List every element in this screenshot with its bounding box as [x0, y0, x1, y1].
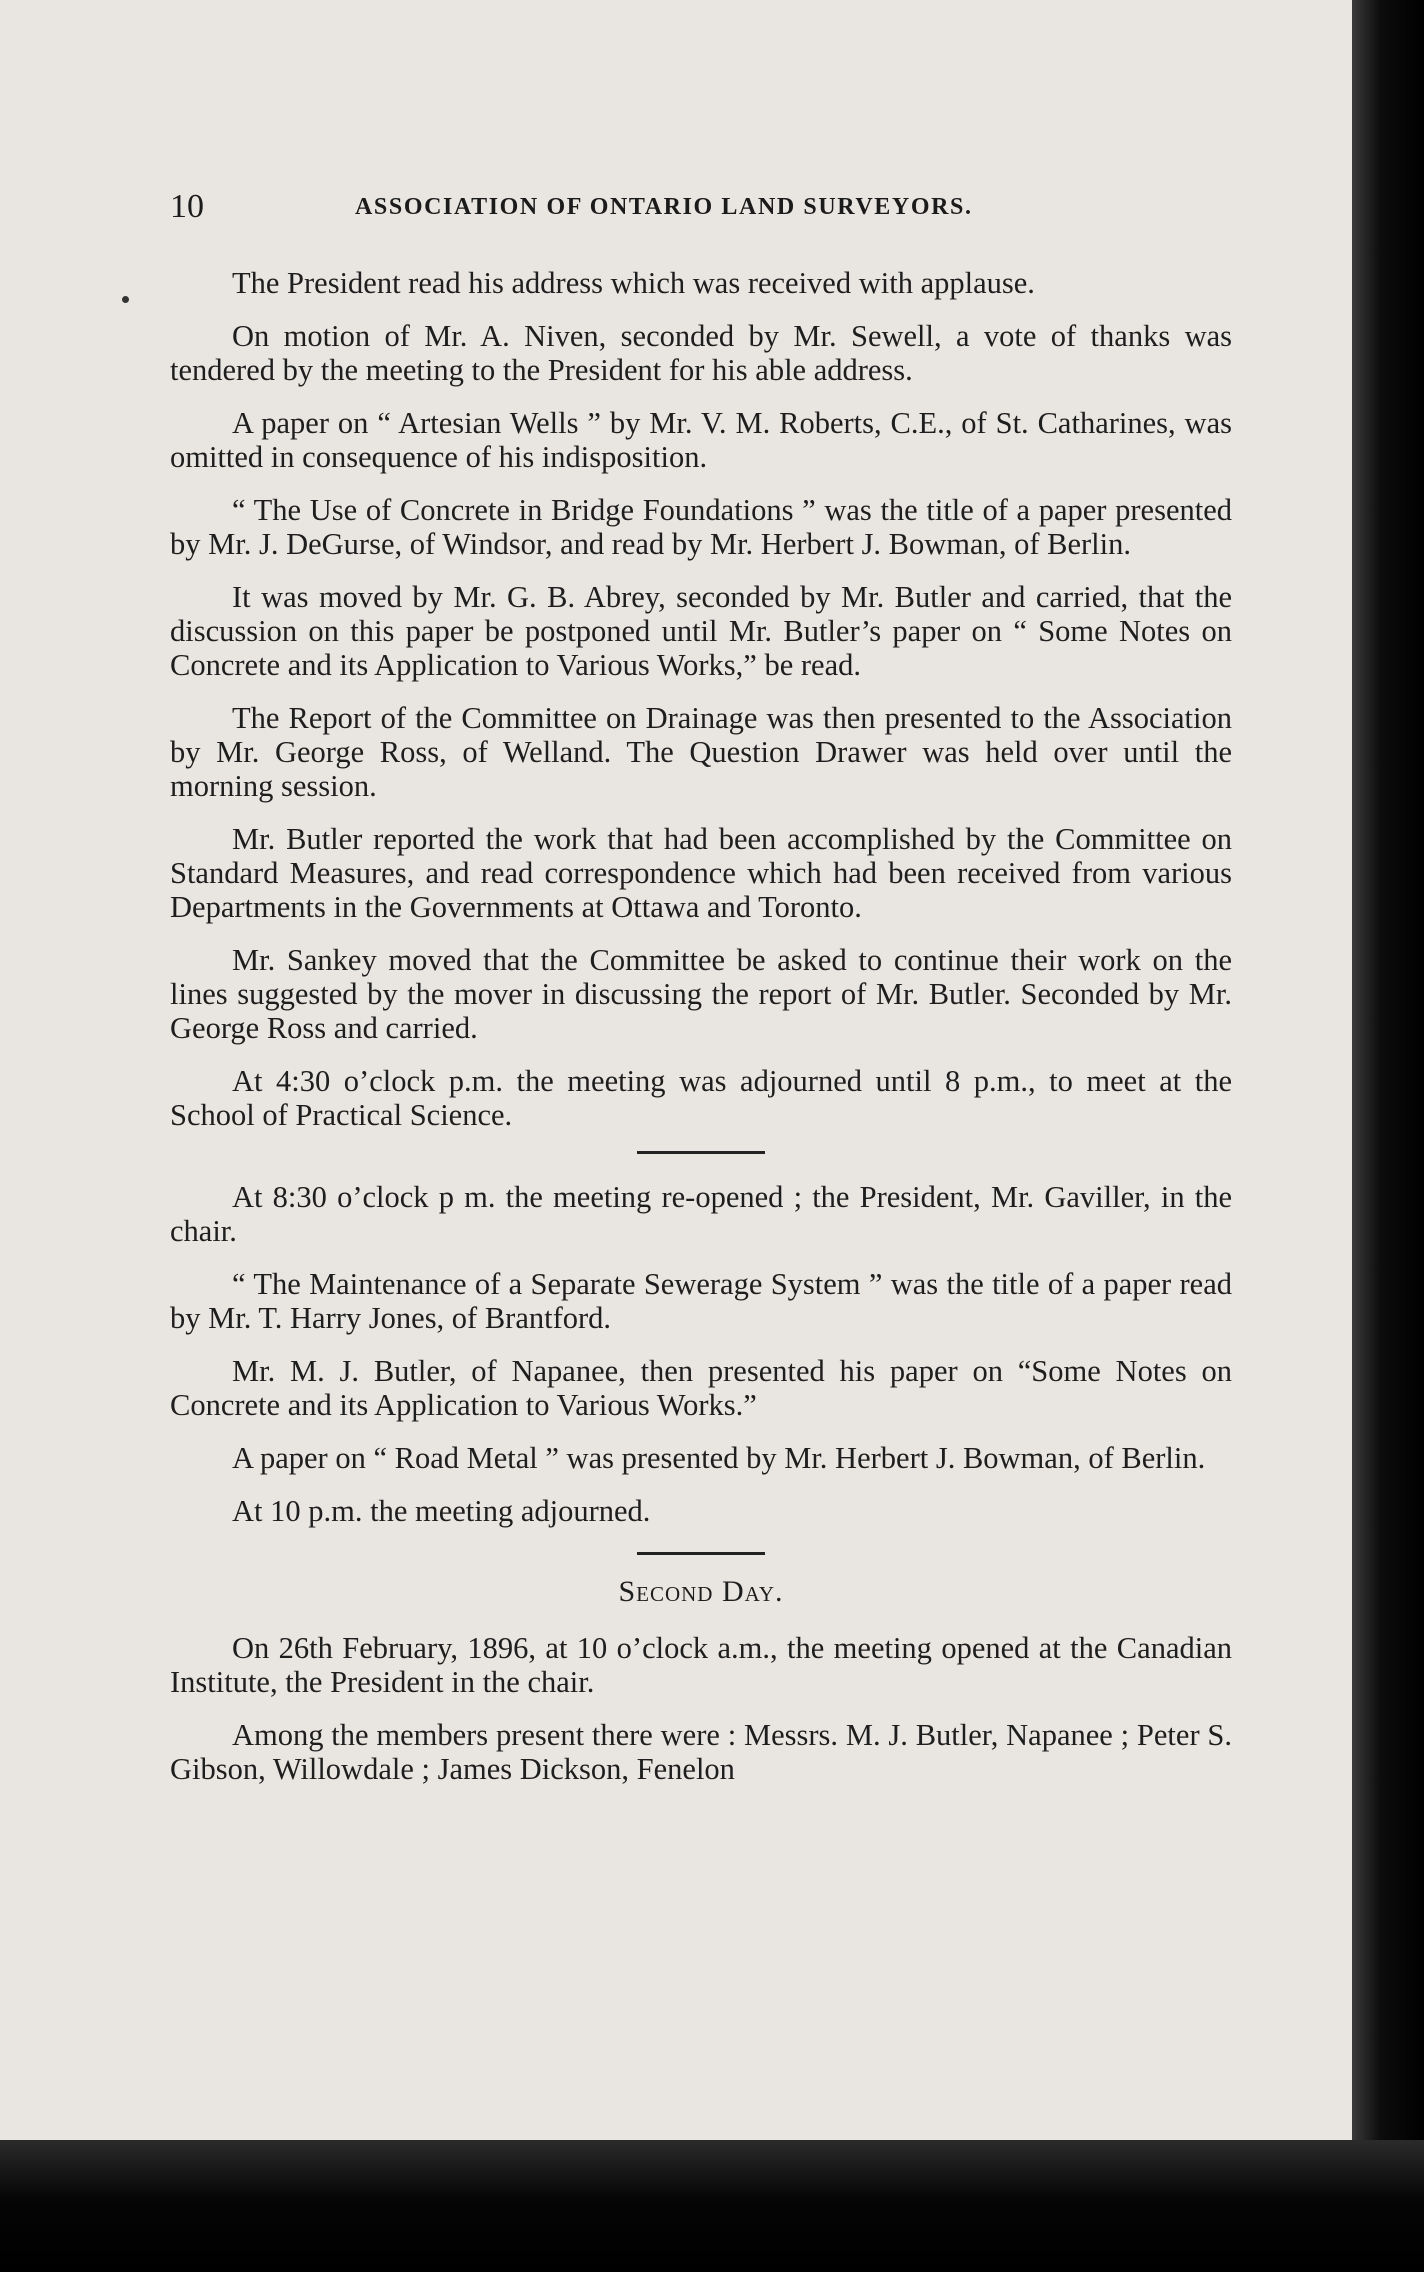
page-edge-shadow-right	[1352, 0, 1424, 2272]
ink-speck	[122, 296, 129, 303]
paragraph: A paper on “ Artesian Wells ” by Mr. V. M. Roberts, C.E., of St. Catharines, was omitted in consequence of his indisposition.	[170, 406, 1232, 474]
paragraph: At 10 p.m. the meeting adjourned.	[232, 1494, 651, 1528]
page-number: 10	[170, 188, 204, 225]
paragraph: Mr. Sankey moved that the Committee be asked to continue their work on the lines suggested by the mover in discussing the report of Mr. Butler. Seconded by Mr. George Ross and carried.	[170, 943, 1232, 1045]
page-edge-shadow-bottom	[0, 2140, 1424, 2272]
section-divider	[637, 1552, 765, 1555]
paragraph: On motion of Mr. A. Niven, seconded by Mr. Sewell, a vote of thanks was tendered by the meeting to the President for his able address.	[170, 319, 1232, 387]
paragraph: Among the members present there were : Messrs. M. J. Butler, Napanee ; Peter S. Gibson, Willowdale ; James Dickson, Fenelon	[170, 1718, 1232, 1786]
paragraph: A paper on “ Road Metal ” was presented by Mr. Herbert J. Bowman, of Berlin.	[232, 1441, 1206, 1475]
paragraph: At 8:30 o’clock p m. the meeting re-opened ; the President, Mr. Gaviller, in the chair.	[170, 1180, 1232, 1248]
paragraph: The President read his address which was received with applause.	[232, 266, 1035, 300]
page-header	[170, 188, 1230, 232]
paragraph: Mr. M. J. Butler, of Napanee, then presented his paper on “Some Notes on Concrete and its Application to Various Works.”	[170, 1354, 1232, 1422]
paragraph: On 26th February, 1896, at 10 o’clock a.m., the meeting opened at the Canadian Institute, the President in the chair.	[170, 1631, 1232, 1699]
paragraph: It was moved by Mr. G. B. Abrey, seconded by Mr. Butler and carried, that the discussion on this paper be postponed until Mr. Butler’s paper on “ Some Notes on Concrete and its Application to Various Works,” be read.	[170, 580, 1232, 682]
running-head: ASSOCIATION OF ONTARIO LAND SURVEYORS.	[355, 194, 973, 220]
paragraph: “ The Use of Concrete in Bridge Foundations ” was the title of a paper presented by Mr. J. DeGurse, of Windsor, and read by Mr. Herbert J. Bowman, of Berlin.	[170, 493, 1232, 561]
paragraph: At 4:30 o’clock p.m. the meeting was adjourned until 8 p.m., to meet at the School of Practical Science.	[170, 1064, 1232, 1132]
paragraph: Mr. Butler reported the work that had been accomplished by the Committee on Standard Measures, and read correspondence which had been received from various Departments in the Governments at Ottawa and Toronto.	[170, 822, 1232, 924]
section-heading: Second Day.	[618, 1575, 784, 1608]
body-text	[170, 266, 1232, 1805]
section-divider	[637, 1151, 765, 1154]
paragraph: “ The Maintenance of a Separate Sewerage System ” was the title of a paper read by Mr. T. Harry Jones, of Brantford.	[170, 1267, 1232, 1335]
paragraph: The Report of the Committee on Drainage was then presented to the Association by Mr. George Ross, of Welland. The Question Drawer was held over until the morning session.	[170, 701, 1232, 803]
